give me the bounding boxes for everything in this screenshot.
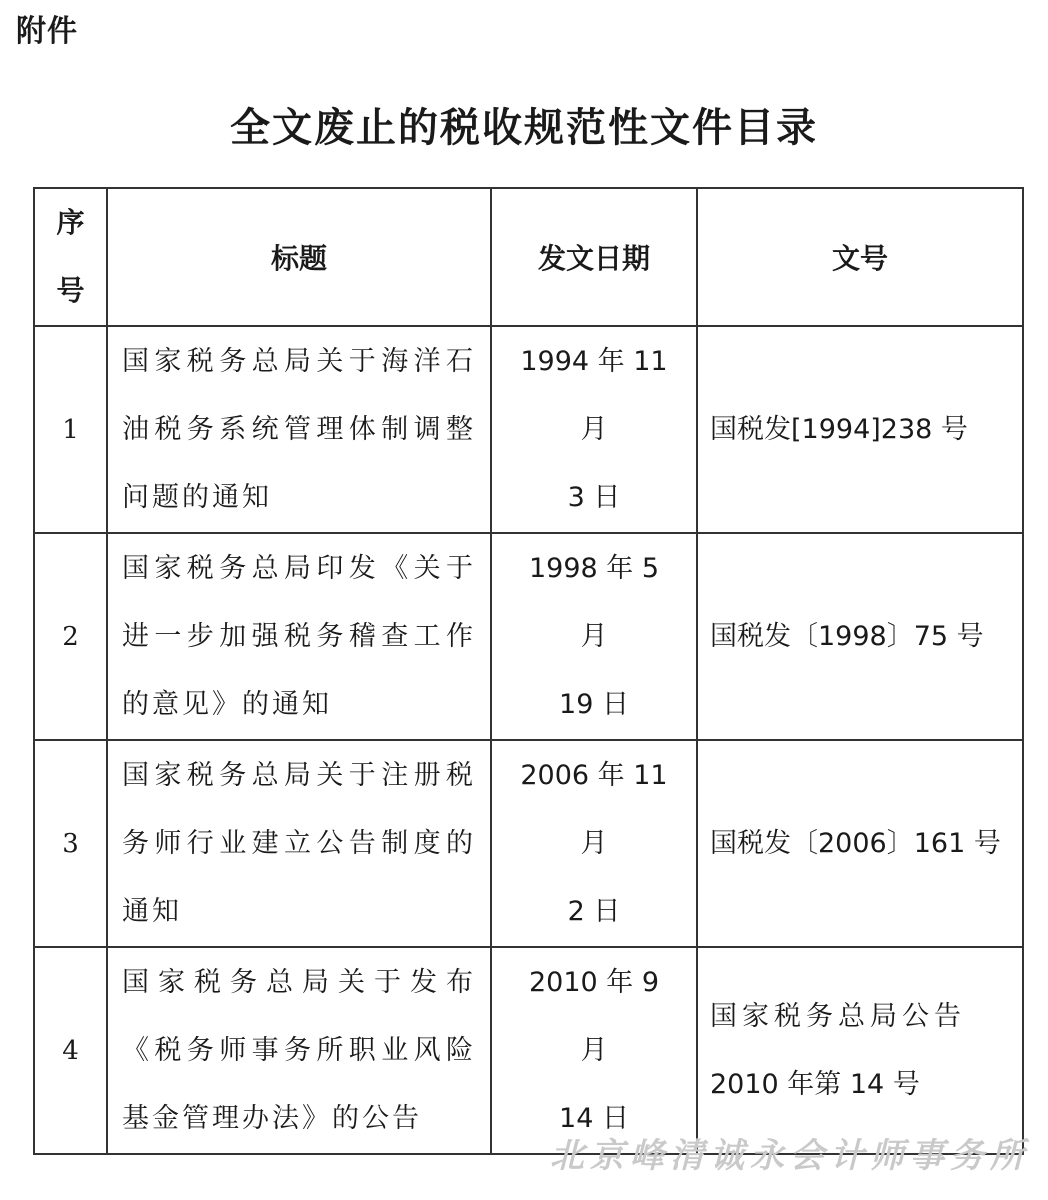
row-date-line1: 2010 年 9 月 bbox=[528, 966, 660, 1066]
header-doc-number: 文号 bbox=[697, 188, 1023, 326]
watermark-text: 北京峰清诚永会计师事务所 bbox=[550, 1136, 1030, 1176]
row-title: 国家税务总局关于注册税务师行业建立公告制度的通知 bbox=[107, 740, 491, 947]
row-date-line1: 1998 年 5 月 bbox=[528, 552, 660, 652]
row-date bbox=[491, 533, 697, 740]
table-row bbox=[34, 740, 1023, 947]
row-doc-number bbox=[697, 326, 1023, 533]
header-serial-line2: 号 bbox=[56, 274, 85, 307]
row-serial: 1 bbox=[34, 326, 107, 533]
row-doc-number bbox=[697, 740, 1023, 947]
header-serial-line1: 序 bbox=[56, 206, 85, 239]
attachment-label: 附件 bbox=[16, 14, 78, 49]
row-title: 国家税务总局关于发布《税务师事务所职业风险基金管理办法》的公告 bbox=[107, 947, 491, 1154]
row-doc-number-line1: 国税发[1994]238 号 bbox=[710, 413, 968, 445]
row-date-line2: 2 日 bbox=[567, 895, 621, 927]
header-title: 标题 bbox=[107, 188, 491, 326]
document-title: 全文废止的税收规范性文件目录 bbox=[230, 104, 818, 151]
row-title: 国家税务总局关于海洋石油税务系统管理体制调整问题的通知 bbox=[107, 326, 491, 533]
row-doc-number-line1: 国税发〔1998〕75 号 bbox=[710, 620, 984, 652]
table-row bbox=[34, 326, 1023, 533]
row-date bbox=[491, 326, 697, 533]
row-serial: 2 bbox=[34, 533, 107, 740]
row-date-line2: 3 日 bbox=[567, 481, 621, 513]
row-doc-number bbox=[697, 947, 1023, 1154]
row-date bbox=[491, 740, 697, 947]
table-row bbox=[34, 533, 1023, 740]
row-serial: 4 bbox=[34, 947, 107, 1154]
header-date: 发文日期 bbox=[491, 188, 697, 326]
row-date bbox=[491, 947, 697, 1154]
row-doc-number-line1: 国税发〔2006〕161 号 bbox=[710, 827, 1001, 859]
row-date-line1: 1994 年 11 月 bbox=[520, 345, 668, 445]
row-title: 国家税务总局印发《关于进一步加强税务稽查工作的意见》的通知 bbox=[107, 533, 491, 740]
row-doc-number-line2: 2010 年第 14 号 bbox=[710, 1068, 920, 1100]
row-date-line1: 2006 年 11 月 bbox=[520, 759, 668, 859]
table-header-row bbox=[34, 188, 1023, 326]
row-doc-number bbox=[697, 533, 1023, 740]
row-serial: 3 bbox=[34, 740, 107, 947]
table-row bbox=[34, 947, 1023, 1154]
header-serial-number bbox=[34, 188, 107, 326]
row-date-line2: 14 日 bbox=[559, 1102, 629, 1134]
row-doc-number-line1: 国家税务总局公告 bbox=[710, 1000, 966, 1032]
row-date-line2: 19 日 bbox=[559, 688, 629, 720]
catalog-table bbox=[33, 187, 1024, 1155]
